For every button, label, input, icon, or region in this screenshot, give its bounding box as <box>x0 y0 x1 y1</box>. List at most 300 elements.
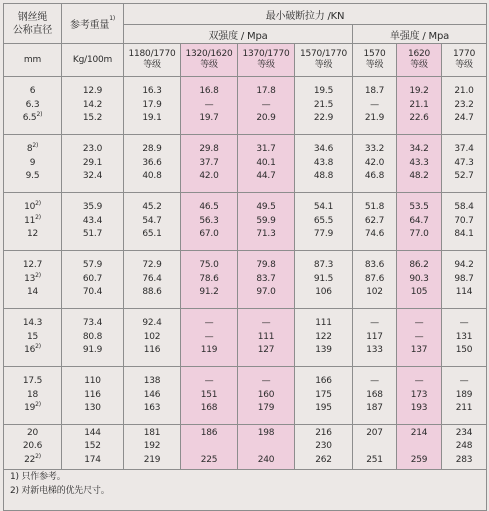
force-value: 31.7 <box>256 144 276 155</box>
force-cell-grade-7 <box>442 251 487 309</box>
force-value: 42.0 <box>364 157 385 168</box>
force-value <box>397 440 441 453</box>
diameter-text: 6 <box>29 86 36 97</box>
header-grade-4-line2: 等级 <box>314 60 333 70</box>
diameter-text: 12.7 <box>22 260 43 271</box>
force-value: 139 <box>315 345 332 356</box>
force-value: 225 <box>200 454 218 465</box>
diameter-footnote-mark: 2) <box>35 200 41 208</box>
force-value: 119 <box>200 345 218 356</box>
force-value: 71.3 <box>256 229 276 240</box>
force-value: 186 <box>200 427 218 438</box>
force-value: 92.4 <box>142 318 162 329</box>
force-value: 16.3 <box>142 86 162 97</box>
weight-value: 130 <box>84 403 101 414</box>
force-value: 49.5 <box>256 202 276 213</box>
force-value: — <box>414 331 424 342</box>
force-value: 70.7 <box>454 215 474 226</box>
force-cell-grade-5 <box>353 193 397 251</box>
diameter-text: 22 <box>24 454 36 465</box>
unit-weight: Kg/100m <box>62 44 124 77</box>
force-cell-grade-6 <box>397 367 442 425</box>
force-value: — <box>459 376 469 387</box>
force-value: 65.1 <box>142 229 162 240</box>
force-value: 114 <box>455 287 473 298</box>
diameter-value <box>4 427 61 440</box>
force-value: 19.1 <box>142 113 162 124</box>
diameter-text: 17.5 <box>22 376 43 387</box>
diameter-value <box>4 389 61 402</box>
force-value <box>181 440 237 453</box>
header-grade-2-line1: 1320/1620 <box>185 49 233 59</box>
force-cell-grade-7 <box>442 367 487 425</box>
diameter-value <box>4 454 61 467</box>
weight-cell <box>62 367 124 425</box>
header-grade-5-line1: 1570 <box>363 49 386 59</box>
force-cell-grade-3 <box>238 309 295 367</box>
force-value: 72.9 <box>142 260 162 271</box>
diameter-text: 20.6 <box>22 441 43 452</box>
weight-value: 29.1 <box>82 157 103 168</box>
force-value: 77.0 <box>409 229 429 240</box>
force-value: 166 <box>315 376 332 387</box>
force-value: 262 <box>315 454 332 465</box>
header-grade-1 <box>124 44 181 77</box>
force-value: 42.0 <box>199 171 219 182</box>
force-value: 37.4 <box>454 144 474 155</box>
header-grade-6-line1: 1620 <box>407 49 431 59</box>
unit-diameter: mm <box>4 44 62 77</box>
force-value: 17.8 <box>256 86 276 97</box>
force-value: 116 <box>143 345 161 356</box>
header-min-breaking-force: 最小破断拉力 /KN <box>124 4 487 25</box>
force-cell-grade-7 <box>442 193 487 251</box>
force-value: 46.8 <box>364 171 385 182</box>
weight-value: 60.7 <box>82 273 103 284</box>
force-value: 40.8 <box>142 171 162 182</box>
force-value: 34.2 <box>409 144 429 155</box>
force-value: 90.3 <box>409 273 429 284</box>
diameter-value <box>4 143 61 156</box>
weight-cell <box>62 193 124 251</box>
force-cell-grade-1 <box>124 193 181 251</box>
force-value: 75.0 <box>199 260 219 271</box>
diameter-cell <box>4 309 62 367</box>
force-cell-grade-4 <box>295 309 353 367</box>
force-value: 106 <box>315 287 332 298</box>
force-cell-grade-2 <box>181 367 238 425</box>
diameter-value <box>4 317 61 330</box>
header-grade-4 <box>295 44 353 77</box>
force-cell-grade-7 <box>442 77 487 135</box>
force-value: 21.9 <box>364 113 385 124</box>
force-value: 151 <box>200 389 218 400</box>
force-value: 22.6 <box>409 113 429 124</box>
force-value <box>238 440 294 453</box>
force-value: 97.0 <box>256 287 276 298</box>
force-cell-grade-4 <box>295 77 353 135</box>
force-value: 83.7 <box>256 273 276 284</box>
force-value: 91.2 <box>199 287 219 298</box>
force-value: 43.8 <box>313 157 334 168</box>
force-cell-grade-5 <box>353 135 397 193</box>
header-grade-7 <box>442 44 487 77</box>
force-value: 77.9 <box>313 229 334 240</box>
diameter-text: 13 <box>24 273 36 284</box>
diameter-text: 18 <box>26 389 39 400</box>
force-value: — <box>370 99 379 110</box>
force-value: 21.0 <box>454 86 474 97</box>
force-value: 24.7 <box>454 113 474 124</box>
force-value: 20.9 <box>256 113 276 124</box>
header-grade-6 <box>397 44 442 77</box>
force-value: 122 <box>315 331 332 342</box>
force-value: — <box>261 318 271 329</box>
diameter-cell <box>4 135 62 193</box>
force-cell-grade-4 <box>295 251 353 309</box>
force-value: 102 <box>366 287 383 298</box>
force-cell-grade-6 <box>397 193 442 251</box>
header-single-strength: 单强度 / Mpa <box>353 25 487 44</box>
force-value: — <box>204 318 214 329</box>
force-cell-grade-6 <box>397 77 442 135</box>
force-value: 48.2 <box>409 171 429 182</box>
force-value: 193 <box>410 403 428 414</box>
force-cell-grade-5 <box>353 77 397 135</box>
force-value: 43.3 <box>409 157 429 168</box>
diameter-text: 6.3 <box>25 99 40 110</box>
force-value: — <box>204 99 214 110</box>
diameter-value <box>4 402 61 415</box>
force-value: 59.9 <box>256 215 276 226</box>
table-row-group <box>4 193 487 251</box>
header-grade-3-line2: 等级 <box>257 60 275 70</box>
force-value: 131 <box>455 331 473 342</box>
force-value: 58.4 <box>454 202 474 213</box>
weight-cell <box>62 251 124 309</box>
force-value: 105 <box>410 287 428 298</box>
force-cell-grade-2 <box>181 77 238 135</box>
header-grade-7-line1: 1770 <box>452 49 476 59</box>
force-cell-grade-2 <box>181 193 238 251</box>
footnotes <box>4 470 487 511</box>
diameter-text: 9.5 <box>25 171 40 182</box>
force-value: 65.5 <box>313 215 334 226</box>
table-row-group <box>4 77 487 135</box>
force-value: 23.2 <box>454 99 474 110</box>
force-value: 36.6 <box>142 157 162 168</box>
header-dual-strength: 双强度 / Mpa <box>124 25 353 44</box>
table-row-group <box>4 425 487 470</box>
force-cell-grade-1 <box>124 425 181 470</box>
weight-value: 57.9 <box>82 260 103 271</box>
diameter-footnote-mark: 2) <box>35 452 41 460</box>
force-value: 48.8 <box>313 171 334 182</box>
header-nominal-diameter-line2: 公称直径 <box>12 24 53 36</box>
diameter-footnote-mark: 2) <box>32 142 39 150</box>
force-value: 133 <box>366 345 383 356</box>
force-cell-grade-5 <box>353 367 397 425</box>
force-value: 137 <box>410 345 428 356</box>
diameter-text: 20 <box>26 427 39 438</box>
force-cell-grade-1 <box>124 251 181 309</box>
force-cell-grade-5 <box>353 425 397 470</box>
diameter-text: 6.5 <box>22 113 37 124</box>
force-value: 37.7 <box>199 157 219 168</box>
diameter-cell <box>4 367 62 425</box>
header-grade-4-line1: 1570/1770 <box>299 49 348 59</box>
force-value: 179 <box>257 403 275 414</box>
header-grade-3 <box>238 44 295 77</box>
force-value: 173 <box>410 389 428 400</box>
force-cell-grade-2 <box>181 251 238 309</box>
table-row-group <box>4 251 487 309</box>
diameter-value <box>4 344 61 357</box>
notes-row <box>4 470 487 511</box>
diameter-text: 19 <box>24 403 36 414</box>
force-cell-grade-6 <box>397 251 442 309</box>
header-grade-3-line1: 1370/1770 <box>242 49 290 59</box>
force-cell-grade-3 <box>238 367 295 425</box>
weight-value: 14.2 <box>82 99 103 110</box>
force-value: 84.1 <box>454 229 474 240</box>
force-cell-grade-6 <box>397 309 442 367</box>
force-value: 51.8 <box>364 202 385 213</box>
force-value: 79.8 <box>256 260 276 271</box>
force-value: 29.8 <box>199 144 219 155</box>
force-value: — <box>261 376 271 387</box>
header-reference-weight <box>62 4 124 44</box>
force-value: 138 <box>143 376 161 387</box>
force-cell-grade-3 <box>238 425 295 470</box>
force-value: 40.1 <box>256 157 276 168</box>
force-value: 240 <box>257 454 275 465</box>
force-value: 259 <box>410 454 428 465</box>
force-value: 47.3 <box>454 157 474 168</box>
force-value: — <box>204 331 214 342</box>
force-value: 34.6 <box>313 144 334 155</box>
force-value <box>353 440 396 453</box>
force-value: 160 <box>257 389 275 400</box>
diameter-value <box>4 440 61 453</box>
weight-value: 73.4 <box>82 318 103 329</box>
force-cell-grade-4 <box>295 425 353 470</box>
weight-value: 110 <box>84 376 101 387</box>
force-cell-grade-2 <box>181 309 238 367</box>
force-cell-grade-3 <box>238 193 295 251</box>
force-value: 198 <box>257 427 275 438</box>
header-nominal-diameter <box>4 4 62 44</box>
force-value: 175 <box>315 389 332 400</box>
force-value: 195 <box>315 403 332 414</box>
weight-value: 116 <box>84 389 101 400</box>
force-value: 64.7 <box>409 215 429 226</box>
force-cell-grade-7 <box>442 425 487 470</box>
header-nominal-diameter-line1: 钢丝绳 <box>17 11 48 23</box>
force-value: — <box>204 376 214 387</box>
force-value: — <box>261 99 271 110</box>
force-cell-grade-3 <box>238 77 295 135</box>
diameter-text: 10 <box>24 202 36 213</box>
force-cell-grade-1 <box>124 77 181 135</box>
force-cell-grade-1 <box>124 309 181 367</box>
diameter-text: 9 <box>29 157 36 168</box>
diameter-text: 15 <box>26 331 39 342</box>
force-cell-grade-1 <box>124 135 181 193</box>
diameter-text: 16 <box>24 345 36 356</box>
force-value: 251 <box>366 454 383 465</box>
header-reference-weight-label: 参考重量 <box>70 20 110 31</box>
force-value: 211 <box>455 403 473 414</box>
force-value: 74.6 <box>364 229 385 240</box>
diameter-value <box>4 273 61 286</box>
force-value: — <box>370 376 379 387</box>
force-value: 62.7 <box>364 215 385 226</box>
force-value: 192 <box>143 441 161 452</box>
force-value: 76.4 <box>142 273 162 284</box>
diameter-value <box>4 85 61 98</box>
weight-value: 80.8 <box>82 331 103 342</box>
force-value: 91.5 <box>313 273 334 284</box>
header-grade-5 <box>353 44 397 77</box>
force-value: 207 <box>366 427 383 438</box>
force-value: 181 <box>143 427 161 438</box>
force-value: 163 <box>143 403 161 414</box>
force-value: 187 <box>366 403 383 414</box>
force-value: 168 <box>200 403 218 414</box>
weight-value: 15.2 <box>82 113 103 124</box>
force-value: 146 <box>143 389 161 400</box>
force-value: 230 <box>315 441 332 452</box>
force-value: 102 <box>143 331 161 342</box>
force-value: 16.8 <box>199 86 219 97</box>
diameter-value <box>4 99 61 112</box>
weight-value: 152 <box>84 441 101 452</box>
footnote-2: 2) 对新电梯的优先尺寸。 <box>10 486 110 496</box>
diameter-value <box>4 201 61 214</box>
force-value: 17.9 <box>142 99 162 110</box>
header-grade-1-line2: 等级 <box>143 60 161 70</box>
weight-cell <box>62 425 124 470</box>
force-value: 248 <box>455 441 473 452</box>
weight-value: 51.7 <box>82 229 103 240</box>
weight-value: 91.9 <box>82 345 103 356</box>
force-value: 33.2 <box>364 144 385 155</box>
force-value: — <box>459 318 469 329</box>
force-value: 19.5 <box>313 86 334 97</box>
force-cell-grade-6 <box>397 425 442 470</box>
force-cell-grade-1 <box>124 367 181 425</box>
force-cell-grade-2 <box>181 135 238 193</box>
force-value: 54.7 <box>142 215 162 226</box>
force-value: 86.2 <box>409 260 429 271</box>
diameter-footnote-mark: 2) <box>36 111 43 119</box>
weight-cell <box>62 309 124 367</box>
weight-cell <box>62 135 124 193</box>
force-value: 88.6 <box>142 287 162 298</box>
force-value: 46.5 <box>199 202 219 213</box>
wire-rope-spec-table <box>3 3 487 511</box>
force-cell-grade-3 <box>238 135 295 193</box>
diameter-text: 8 <box>26 144 33 155</box>
diameter-value <box>4 157 61 170</box>
weight-value: 144 <box>84 427 101 438</box>
force-value: — <box>370 318 379 329</box>
force-cell-grade-5 <box>353 309 397 367</box>
force-value: 18.7 <box>364 86 385 97</box>
force-value: 111 <box>315 318 332 329</box>
force-value: 117 <box>366 331 383 342</box>
force-value: 52.7 <box>454 171 474 182</box>
weight-value: 70.4 <box>82 287 103 298</box>
force-value: 87.6 <box>364 273 385 284</box>
force-cell-grade-4 <box>295 135 353 193</box>
diameter-text: 14 <box>26 287 39 298</box>
diameter-text: 14.3 <box>22 318 43 329</box>
diameter-value <box>4 215 61 228</box>
weight-value: 43.4 <box>82 215 103 226</box>
force-value: 53.5 <box>409 202 429 213</box>
force-cell-grade-2 <box>181 425 238 470</box>
diameter-value <box>4 286 61 299</box>
force-value: 19.2 <box>409 86 429 97</box>
diameter-cell <box>4 193 62 251</box>
force-value: 216 <box>315 427 332 438</box>
force-cell-grade-4 <box>295 193 353 251</box>
force-value: 98.7 <box>454 273 474 284</box>
force-value: — <box>414 376 424 387</box>
header-grade-2 <box>181 44 238 77</box>
force-value: 67.0 <box>199 229 219 240</box>
force-cell-grade-5 <box>353 251 397 309</box>
force-value: 234 <box>455 427 473 438</box>
diameter-value <box>4 112 61 125</box>
force-value: 21.5 <box>313 99 334 110</box>
weight-value: 174 <box>84 454 101 465</box>
diameter-footnote-mark: 2) <box>35 343 41 351</box>
force-value: 127 <box>257 345 275 356</box>
table-row-group <box>4 135 487 193</box>
table-row-group <box>4 309 487 367</box>
force-value: 21.1 <box>409 99 429 110</box>
force-value: 87.3 <box>313 260 334 271</box>
weight-value: 35.9 <box>82 202 103 213</box>
force-value: 54.1 <box>313 202 334 213</box>
force-value: 22.9 <box>313 113 334 124</box>
table-row-group <box>4 367 487 425</box>
diameter-value <box>4 375 61 388</box>
force-cell-grade-7 <box>442 135 487 193</box>
header-grade-7-line2: 等级 <box>455 60 473 70</box>
force-value: 83.6 <box>364 260 385 271</box>
force-value: 168 <box>366 389 383 400</box>
force-value: 189 <box>455 389 473 400</box>
diameter-cell <box>4 77 62 135</box>
diameter-value <box>4 259 61 272</box>
force-value: 44.7 <box>256 171 276 182</box>
force-value: 56.3 <box>199 215 219 226</box>
force-value: 28.9 <box>142 144 162 155</box>
force-value: 214 <box>410 427 428 438</box>
header-grade-5-line2: 等级 <box>365 60 384 70</box>
spec-table-container <box>3 3 486 511</box>
force-cell-grade-3 <box>238 251 295 309</box>
header-grade-6-line2: 等级 <box>410 60 428 70</box>
diameter-text: 12 <box>26 229 39 240</box>
weight-value: 23.0 <box>82 144 103 155</box>
weight-value: 12.9 <box>82 86 103 97</box>
diameter-cell <box>4 425 62 470</box>
